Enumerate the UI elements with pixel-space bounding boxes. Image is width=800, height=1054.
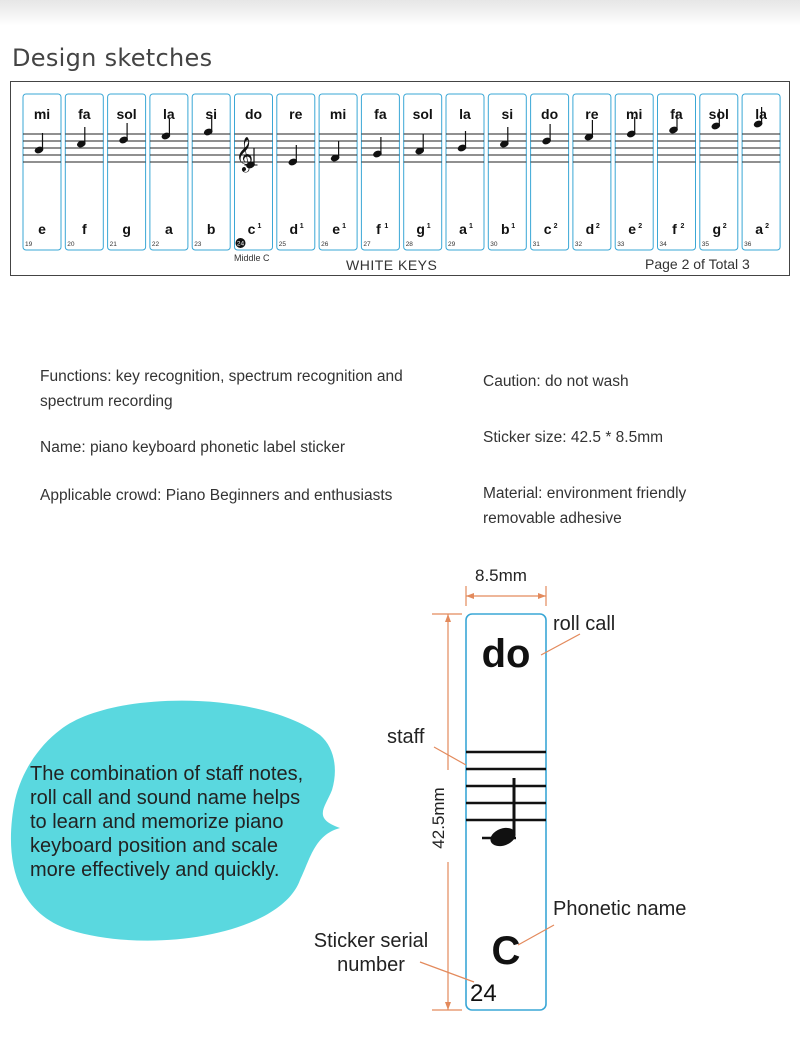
key-number: 19 [25,241,33,248]
info-name: Name: piano keyboard phonetic label sticker [40,439,346,456]
info-size: Sticker size: 42.5 * 8.5mm [483,429,664,446]
key-number: 24 [236,240,245,248]
key-octave-mark: 2 [638,223,643,230]
key-note-name: f [81,221,87,237]
key-number: 36 [744,241,752,248]
bubble-text: The combination of staff notes, roll call and sound name helps to learn and memorize piano keyboard position and scale more effectively and quickly. [30,763,304,881]
key-octave-mark: 1 [511,223,516,230]
middle-c-label: Middle C [234,253,270,263]
key-octave-mark: 1 [469,223,473,230]
key-note-name: d [289,221,299,237]
key-note-name: b [501,221,510,237]
key-solfege: mi [626,106,643,122]
key-solfege: la [755,106,767,122]
key-note-name: c [247,221,256,237]
key-note-name: f [672,221,677,237]
roll-call-label: roll call [553,613,616,635]
key-octave-mark: 2 [722,223,727,230]
key-note-name: a [165,221,173,237]
key-solfege: mi [33,106,51,122]
key-note-name: g [712,221,722,237]
key-number: 32 [574,241,583,248]
key-note-name: a [755,221,763,237]
info-caution: Caution: do not wash [483,373,629,390]
sticker-note-name: C [491,929,521,973]
key-number: 34 [659,241,667,248]
key-number: 20 [67,241,75,248]
treble-clef-icon: 𝄞 [235,137,254,172]
sticker-serial-number: 24 [470,980,497,1007]
key-octave-mark: 1 [342,223,347,230]
key-octave-mark: 1 [257,223,262,230]
key-solfege: do [244,106,263,122]
key-octave-mark: 2 [680,223,685,230]
info-crowd: Applicable crowd: Piano Beginners and enthusiasts [40,487,393,504]
key-number: 26 [321,241,329,248]
key-number: 27 [363,241,371,248]
key-note-name: b [206,221,216,237]
section-heading: Design sketches [12,44,213,72]
sticker-solfege: do [481,632,531,676]
key-number: 23 [194,241,202,248]
info-functions: Functions: key recognition, spectrum recognition and spectrum recording [40,368,403,410]
white-keys-caption: WHITE KEYS [346,257,438,273]
key-number: 30 [490,241,498,248]
key-solfege: si [501,106,514,122]
staff-label: staff [387,726,425,748]
key-solfege: fa [78,106,91,122]
key-solfege: si [205,106,218,122]
key-note-name: e [332,221,340,237]
key-solfege: la [163,106,175,122]
key-number: 22 [151,241,160,248]
key-number: 33 [617,241,625,248]
key-solfege: re [585,106,599,122]
key-number: 35 [701,241,710,248]
key-solfege: la [459,106,471,122]
key-solfege: sol [116,106,137,122]
key-number: 28 [405,241,413,248]
key-note-name: f [376,221,381,237]
info-material: Material: environment friendly removable adhesive [483,485,687,527]
key-solfege: mi [329,106,347,122]
key-solfege: sol [412,106,433,122]
key-octave-mark: 1 [426,223,431,230]
key-note-name: g [416,221,425,237]
key-number: 29 [448,241,456,248]
key-octave-mark: 1 [384,223,389,230]
key-note-name: e [628,221,637,237]
key-solfege: sol [708,106,729,122]
page-caption: Page 2 of Total 3 [645,256,750,272]
key-number: 31 [532,241,540,248]
key-solfege: do [541,106,559,122]
key-solfege: fa [670,106,683,122]
key-number: 21 [109,241,117,248]
key-solfege: fa [374,106,387,122]
key-octave-mark: 2 [595,223,600,230]
serial-number-label: Sticker serial number [313,930,429,976]
key-octave-mark: 1 [299,223,304,230]
key-note-name: c [543,221,552,237]
key-number: 25 [278,241,287,248]
key-octave-mark: 2 [765,223,770,230]
key-note-name: d [585,221,595,237]
height-dimension-label: 42.5mm [429,787,448,849]
key-solfege: re [289,106,303,122]
key-note-name: g [122,221,131,237]
width-dimension-label: 8.5mm [475,566,527,585]
key-octave-mark: 2 [553,223,558,230]
phonetic-name-label: Phonetic name [553,898,687,920]
key-note-name: e [38,221,46,237]
key-note-name: a [459,221,467,237]
